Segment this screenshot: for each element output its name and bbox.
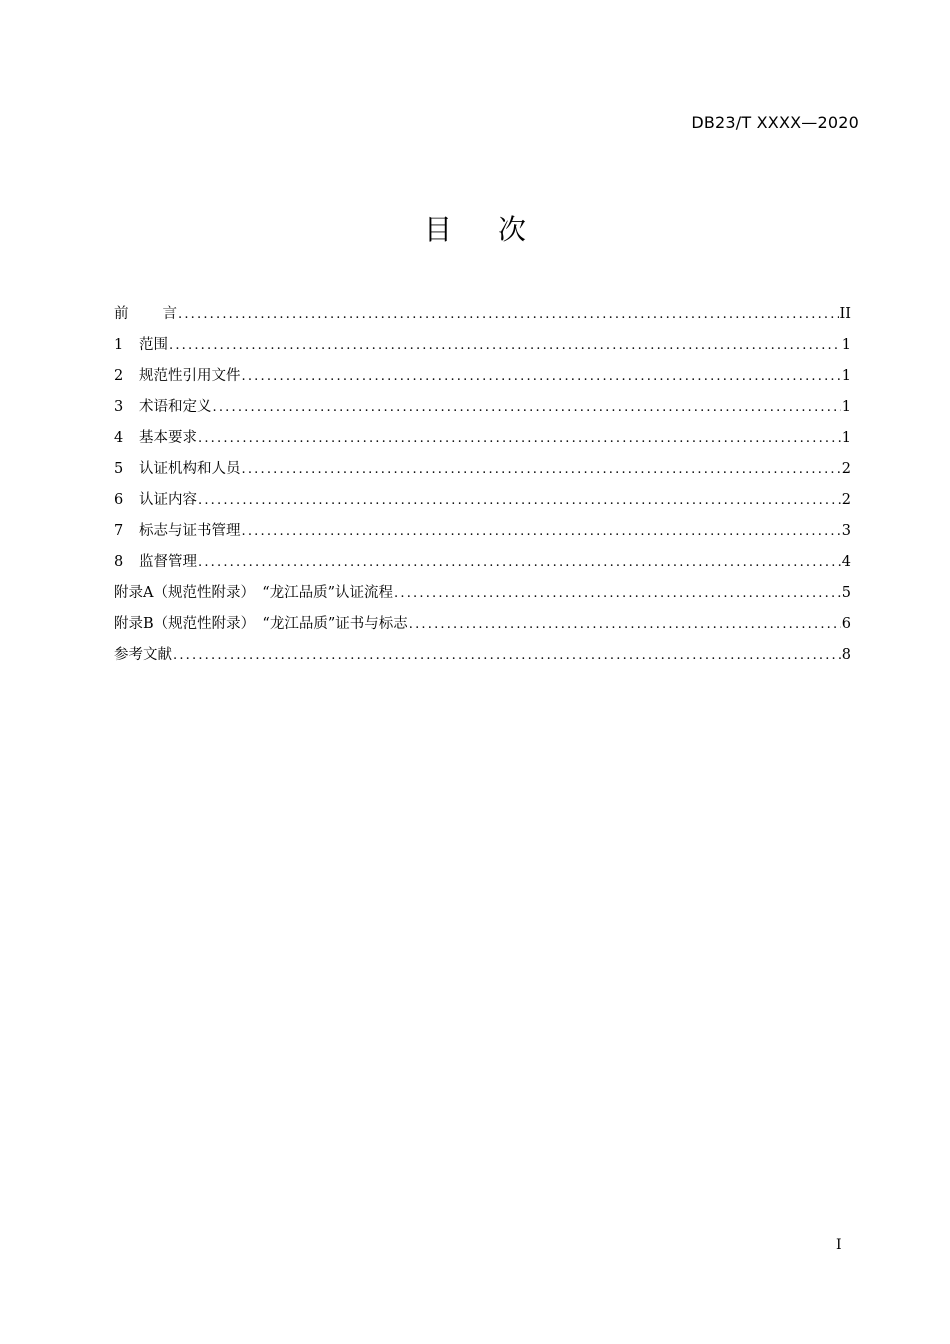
toc-entry-page: 8 bbox=[841, 647, 851, 663]
toc-entry-page: II bbox=[839, 306, 851, 322]
toc-entry-foreword[interactable] bbox=[114, 299, 851, 330]
toc-entry-references[interactable] bbox=[114, 640, 851, 671]
toc-entry-label: 基本要求 bbox=[139, 430, 197, 446]
toc-entry-label: 监督管理 bbox=[139, 554, 197, 570]
dot-leader bbox=[198, 423, 841, 454]
toc-entry-number: 5 bbox=[114, 461, 124, 477]
dot-leader bbox=[213, 392, 841, 423]
table-of-contents bbox=[114, 299, 851, 671]
dot-leader bbox=[242, 516, 841, 547]
toc-entry-number: 8 bbox=[114, 554, 124, 570]
dot-leader bbox=[169, 330, 841, 361]
toc-entry-label: 前言 bbox=[114, 306, 211, 322]
page-number: I bbox=[836, 1237, 842, 1253]
toc-entry-appendix-b[interactable] bbox=[114, 609, 851, 640]
toc-entry-label: 认证内容 bbox=[139, 492, 197, 508]
toc-entry-label: 范围 bbox=[139, 337, 168, 353]
toc-entry-label: 参考文献 bbox=[114, 647, 172, 663]
toc-entry-page: 2 bbox=[841, 492, 851, 508]
toc-entry-number: 1 bbox=[114, 337, 124, 353]
title-char-2: 次 bbox=[498, 213, 527, 246]
document-code: DB23/T XXXX—2020 bbox=[691, 113, 859, 132]
toc-entry-label: 认证机构和人员 bbox=[139, 461, 241, 477]
dot-leader bbox=[242, 454, 841, 485]
dot-leader bbox=[394, 578, 841, 609]
dot-leader bbox=[198, 547, 841, 578]
toc-entry-label: 标志与证书管理 bbox=[139, 523, 241, 539]
toc-entry-4[interactable] bbox=[114, 423, 851, 454]
toc-entry-label: 附录B（规范性附录） “龙江品质”证书与标志 bbox=[114, 616, 408, 632]
toc-entry-1[interactable] bbox=[114, 330, 851, 361]
toc-entry-5[interactable] bbox=[114, 454, 851, 485]
title-char-1: 目 bbox=[423, 213, 452, 246]
toc-entry-number: 2 bbox=[114, 368, 124, 384]
toc-entry-number: 4 bbox=[114, 430, 124, 446]
toc-entry-number: 7 bbox=[114, 523, 124, 539]
toc-entry-page: 1 bbox=[841, 430, 851, 446]
toc-entry-8[interactable] bbox=[114, 547, 851, 578]
toc-entry-6[interactable] bbox=[114, 485, 851, 516]
dot-leader bbox=[409, 609, 841, 640]
toc-entry-page: 2 bbox=[841, 461, 851, 477]
toc-entry-7[interactable] bbox=[114, 516, 851, 547]
dot-leader bbox=[178, 299, 839, 330]
toc-entry-label: 规范性引用文件 bbox=[139, 368, 241, 384]
toc-entry-label: 术语和定义 bbox=[139, 399, 212, 415]
page-title bbox=[0, 210, 950, 250]
dot-leader bbox=[173, 640, 841, 671]
toc-entry-page: 3 bbox=[841, 523, 851, 539]
toc-entry-number: 6 bbox=[114, 492, 124, 508]
toc-entry-page: 6 bbox=[841, 616, 851, 632]
dot-leader bbox=[242, 361, 841, 392]
toc-entry-appendix-a[interactable] bbox=[114, 578, 851, 609]
toc-entry-page: 1 bbox=[841, 399, 851, 415]
toc-entry-page: 5 bbox=[841, 585, 851, 601]
toc-entry-page: 1 bbox=[841, 368, 851, 384]
dot-leader bbox=[198, 485, 841, 516]
toc-entry-page: 4 bbox=[841, 554, 851, 570]
toc-entry-number: 3 bbox=[114, 399, 124, 415]
toc-entry-label: 附录A（规范性附录） “龙江品质”认证流程 bbox=[114, 585, 394, 601]
toc-entry-page: 1 bbox=[841, 337, 851, 353]
toc-entry-3[interactable] bbox=[114, 392, 851, 423]
toc-entry-2[interactable] bbox=[114, 361, 851, 392]
